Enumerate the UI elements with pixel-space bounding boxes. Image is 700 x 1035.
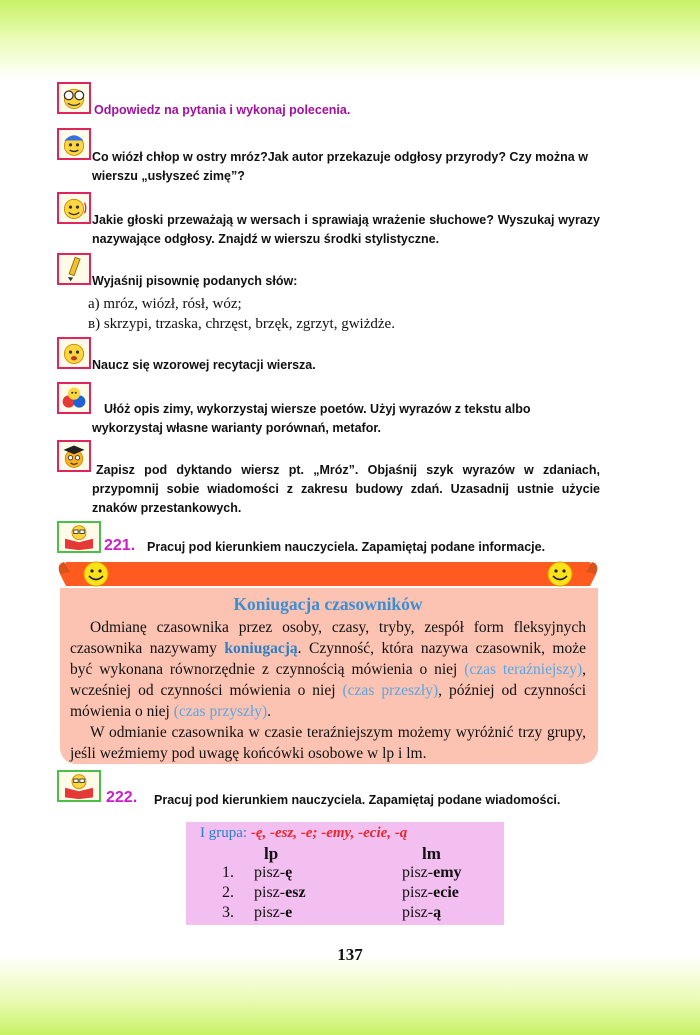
task-3: Jakie głoski przeważają w wersach i sprawiają wrażenie słuchowe? Wyszukaj wyrazy nazywające odgłosy. Znajdź w wierszu środki stylistyczne. xyxy=(92,213,600,246)
lp-form: pisz-esz xyxy=(254,884,306,901)
task-2: Co wiózł chłop w ostry mróz?Jak autor przekazuje odgłosy przyrody? Czy można w wierszu „usłyszeć zimę”? xyxy=(92,150,588,183)
term-koniugacja: koniugacją xyxy=(224,640,298,657)
task-6: Ułóż opis zimy, wykorzystaj wiersze poetów. Użyj wyrazów z tekstu albo wykorzystaj własne warianty porównań, metafor. xyxy=(92,402,531,435)
lm-form: pisz-ą xyxy=(402,904,442,921)
term-present: (czas teraźniejszy) xyxy=(464,661,583,678)
group-header xyxy=(200,825,407,842)
smiley-left-icon xyxy=(84,562,108,586)
term-past: (czas przeszły) xyxy=(342,682,439,699)
task-4: Wyjaśnij pisownię podanych słów: xyxy=(92,274,298,288)
reciting-smiley-icon xyxy=(57,337,91,369)
word-list-b: в) skrzypi, trzaska, chrzęst, brzęk, zgrzyt, gwiżdże. xyxy=(88,316,395,332)
graduate-smiley-icon xyxy=(57,440,91,472)
task-221: Pracuj pod kierunkiem nauczyciela. Zapamiętaj podane informacje. xyxy=(147,540,546,554)
group-label: I grupa: xyxy=(200,825,248,841)
page-number: 137 xyxy=(337,945,363,964)
row-number: 2. xyxy=(222,884,234,901)
rule-box xyxy=(60,588,598,764)
rule-paragraph-1 xyxy=(70,617,586,722)
column-lp: lp xyxy=(264,844,279,863)
glasses-smiley-icon xyxy=(57,82,91,114)
exercise-number-222: 222. xyxy=(106,789,138,806)
table-row xyxy=(222,864,234,882)
task-1: Odpowiedz na pytania i wykonaj polecenia. xyxy=(94,103,351,117)
word-list-a: а) mróz, wiózł, rósł, wóz; xyxy=(88,296,242,312)
exercise-number-221: 221. xyxy=(104,537,136,554)
table-row xyxy=(222,904,234,922)
rule-paragraph-2: W odmianie czasownika w czasie teraźniejszym możemy wyróżnić trzy grupy, jeśli weźmiemy pod uwagę końcówki osobowe w lp i lm. xyxy=(70,724,586,762)
column-lm: lm xyxy=(422,844,441,863)
rule-banner xyxy=(56,558,600,590)
lm-form: pisz-ecie xyxy=(402,884,459,901)
rule-title: Koniugacja czasowników xyxy=(233,594,423,614)
lp-form: pisz-e xyxy=(254,904,293,921)
task-222: Pracuj pod kierunkiem nauczyciela. Zapamiętaj podane wiadomości. xyxy=(154,793,561,807)
smiley-right-icon xyxy=(548,562,572,586)
row-number: 3. xyxy=(222,904,234,921)
lp-form: pisz-ę xyxy=(254,864,293,881)
row-number: 1. xyxy=(222,864,234,881)
rule-text-a: Odmianę czasownika przez osoby, czasy, tryby, zespół form fleksyjnych czasownika nazywamy xyxy=(70,619,586,657)
pencil-icon xyxy=(57,253,91,285)
thinking-smiley-icon xyxy=(57,128,91,160)
group-faces-icon xyxy=(57,382,91,414)
group-endings: -ę, -esz, -e; -emy, -ecie, -ą xyxy=(250,825,408,841)
task-5: Naucz się wzorowej recytacji wiersza. xyxy=(92,358,316,372)
rule-text-e: . xyxy=(267,703,272,720)
lm-form: pisz-emy xyxy=(402,864,462,881)
rule-text-d: , później od czynności mówienia o niej xyxy=(70,682,587,720)
reading-book-icon xyxy=(57,521,101,553)
rule-text-c: , wcześniej od czynności mówienia o niej xyxy=(70,661,586,699)
term-future: (czas przyszły) xyxy=(173,703,268,720)
conjugation-table xyxy=(186,822,504,925)
task-7: Zapisz pod dyktando wiersz pt. „Mróz”. Objaśnij szyk wyrazów w zdaniach, przypomnij sobie wiadomości z zakresu budowy zdań. Uzasadnij ustnie użycie znaków przestankowych. xyxy=(92,463,600,515)
listening-smiley-icon xyxy=(57,192,91,224)
table-row xyxy=(222,884,234,902)
rule-text-b: . Czynność, która nazywa czasownik, może być wykonana równorzędnie z czynnością mówienia o niej xyxy=(70,640,586,678)
